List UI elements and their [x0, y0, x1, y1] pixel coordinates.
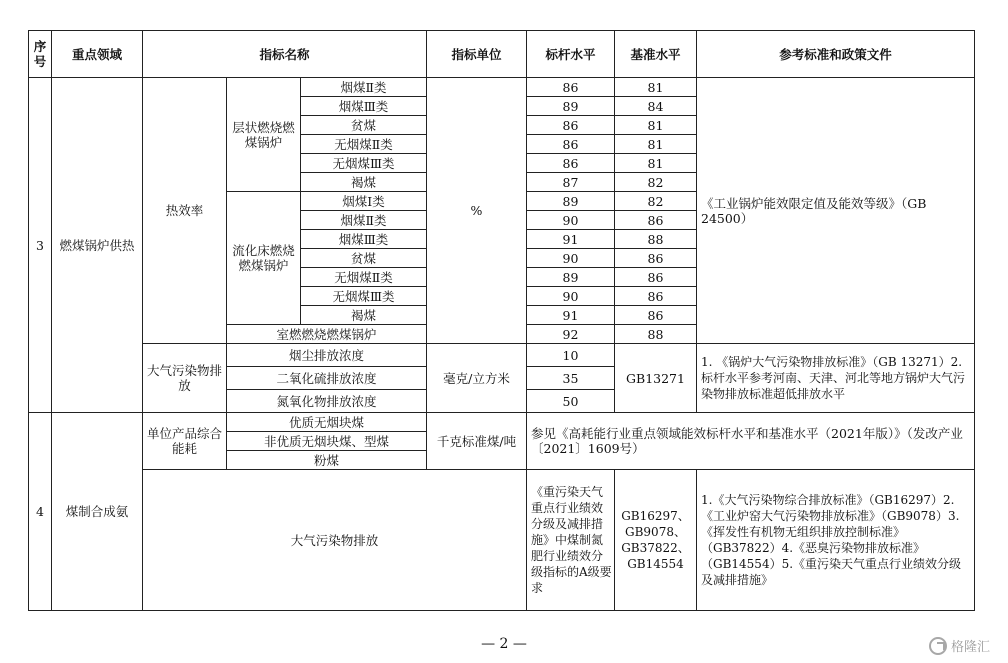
coal-type: 烟煤Ⅱ类: [301, 211, 427, 230]
pollution-unit: 毫克/立方米: [427, 344, 527, 413]
pollutant-name: 烟尘排放浓度: [227, 344, 427, 367]
table-row: [29, 413, 975, 432]
benchmark-value: 89: [527, 192, 615, 211]
coal-grade: 优质无烟块煤: [227, 413, 427, 432]
baseline-value: 82: [615, 173, 697, 192]
page-number: — 2 —: [481, 636, 527, 652]
benchmark-value: 90: [527, 287, 615, 306]
baseline-value: 88: [615, 230, 697, 249]
pollution-label: 大气污染物排放: [143, 344, 227, 413]
table-row: [29, 470, 975, 611]
pollution-reference: 1. 《锅炉大气污染物排放标准》（GB 13271）2.标杆水平参考河南、天津、河北等地方锅炉大气污染物排放标准超低排放水平: [697, 344, 975, 413]
baseline-value: 81: [615, 78, 697, 97]
baseline-value: 86: [615, 287, 697, 306]
thermal-reference: 《工业锅炉能效限定值及能效等级》（GB 24500）: [697, 78, 975, 344]
chamber-boiler-label: 室燃燃烧燃煤锅炉: [227, 325, 427, 344]
baseline-value: 81: [615, 116, 697, 135]
benchmark-value: 10: [527, 344, 615, 367]
header-reference: 参考标准和政策文件: [697, 31, 975, 78]
energy-unit: 千克标准煤/吨: [427, 413, 527, 470]
coal-type: 烟煤Ⅲ类: [301, 230, 427, 249]
baseline-value: 81: [615, 135, 697, 154]
watermark-text: 格隆汇: [950, 640, 990, 655]
standards-table-page: [28, 30, 975, 611]
benchmark-value: 91: [527, 230, 615, 249]
header-benchmark: 标杆水平: [527, 31, 615, 78]
baseline-value: 86: [615, 268, 697, 287]
baseline-value: 81: [615, 154, 697, 173]
watermark-logo-icon: [929, 637, 947, 655]
domain-cell: 燃煤锅炉供热: [52, 78, 143, 413]
coal-type: 褐煤: [301, 306, 427, 325]
layer-boiler-label: 层状燃烧燃煤锅炉: [227, 78, 301, 192]
benchmark-value: 89: [527, 268, 615, 287]
header-baseline: 基准水平: [615, 31, 697, 78]
benchmark-value: 87: [527, 173, 615, 192]
pollutant-name: 二氧化硫排放浓度: [227, 367, 427, 390]
benchmark-value: 35: [527, 367, 615, 390]
air-pollution-label: 大气污染物排放: [143, 470, 527, 611]
header-unit: 指标单位: [427, 31, 527, 78]
header-indicator: 指标名称: [143, 31, 427, 78]
benchmark-value: 91: [527, 306, 615, 325]
benchmark-value: 50: [527, 390, 615, 413]
benchmark-value: 90: [527, 249, 615, 268]
coal-type: 无烟煤Ⅲ类: [301, 287, 427, 306]
table-row: [29, 78, 975, 97]
header-seq: 序号: [29, 31, 52, 78]
benchmark-value: 86: [527, 135, 615, 154]
watermark: [929, 636, 990, 655]
baseline-value: 86: [615, 306, 697, 325]
coal-type: 无烟煤Ⅱ类: [301, 268, 427, 287]
domain-cell: 煤制合成氨: [52, 413, 143, 611]
benchmark-value: 89: [527, 97, 615, 116]
thermal-efficiency-label: 热效率: [143, 78, 227, 344]
benchmark-value: 92: [527, 325, 615, 344]
seq-cell: 4: [29, 413, 52, 611]
coal-type: 烟煤Ⅲ类: [301, 97, 427, 116]
baseline-value: 86: [615, 249, 697, 268]
benchmark-value: 86: [527, 116, 615, 135]
air-baseline: GB16297、GB9078、GB37822、GB14554: [615, 470, 697, 611]
header-domain: 重点领域: [52, 31, 143, 78]
coal-type: 烟煤Ⅰ类: [301, 192, 427, 211]
coal-grade: 非优质无烟块煤、型煤: [227, 432, 427, 451]
air-reference: 1.《大气污染物综合排放标准》（GB16297）2.《工业炉窑大气污染物排放标准》（GB9078）3.《挥发性有机物无组织排放控制标准》（GB37822）4.《恶臭污染物排放标准》（GB14554）5.《重污染天气重点行业绩效分级及减排措施》: [697, 470, 975, 611]
benchmark-value: 86: [527, 78, 615, 97]
table-row: [29, 344, 975, 367]
baseline-value: 86: [615, 211, 697, 230]
coal-type: 无烟煤Ⅲ类: [301, 154, 427, 173]
air-benchmark: 《重污染天气重点行业绩效分级及减排措施》中煤制氮肥行业绩效分级指标的A级要求: [527, 470, 615, 611]
coal-type: 无烟煤Ⅱ类: [301, 135, 427, 154]
fluid-boiler-label: 流化床燃烧燃煤锅炉: [227, 192, 301, 325]
coal-type: 贫煤: [301, 116, 427, 135]
energy-label: 单位产品综合能耗: [143, 413, 227, 470]
pollutant-name: 氮氧化物排放浓度: [227, 390, 427, 413]
benchmark-value: 90: [527, 211, 615, 230]
coal-type: 贫煤: [301, 249, 427, 268]
header-row: [29, 31, 975, 78]
baseline-value: 84: [615, 97, 697, 116]
coal-grade: 粉煤: [227, 451, 427, 470]
energy-reference: 参见《高耗能行业重点领域能效标杆水平和基准水平（2021年版）》（发改产业〔2021〕1609号）: [527, 413, 975, 470]
seq-cell: 3: [29, 78, 52, 413]
benchmark-value: 86: [527, 154, 615, 173]
baseline-value: 82: [615, 192, 697, 211]
coal-type: 烟煤Ⅱ类: [301, 78, 427, 97]
baseline-value: 88: [615, 325, 697, 344]
thermal-unit: %: [427, 78, 527, 344]
standards-table: [28, 30, 975, 611]
coal-type: 褐煤: [301, 173, 427, 192]
pollution-baseline: GB13271: [615, 344, 697, 413]
